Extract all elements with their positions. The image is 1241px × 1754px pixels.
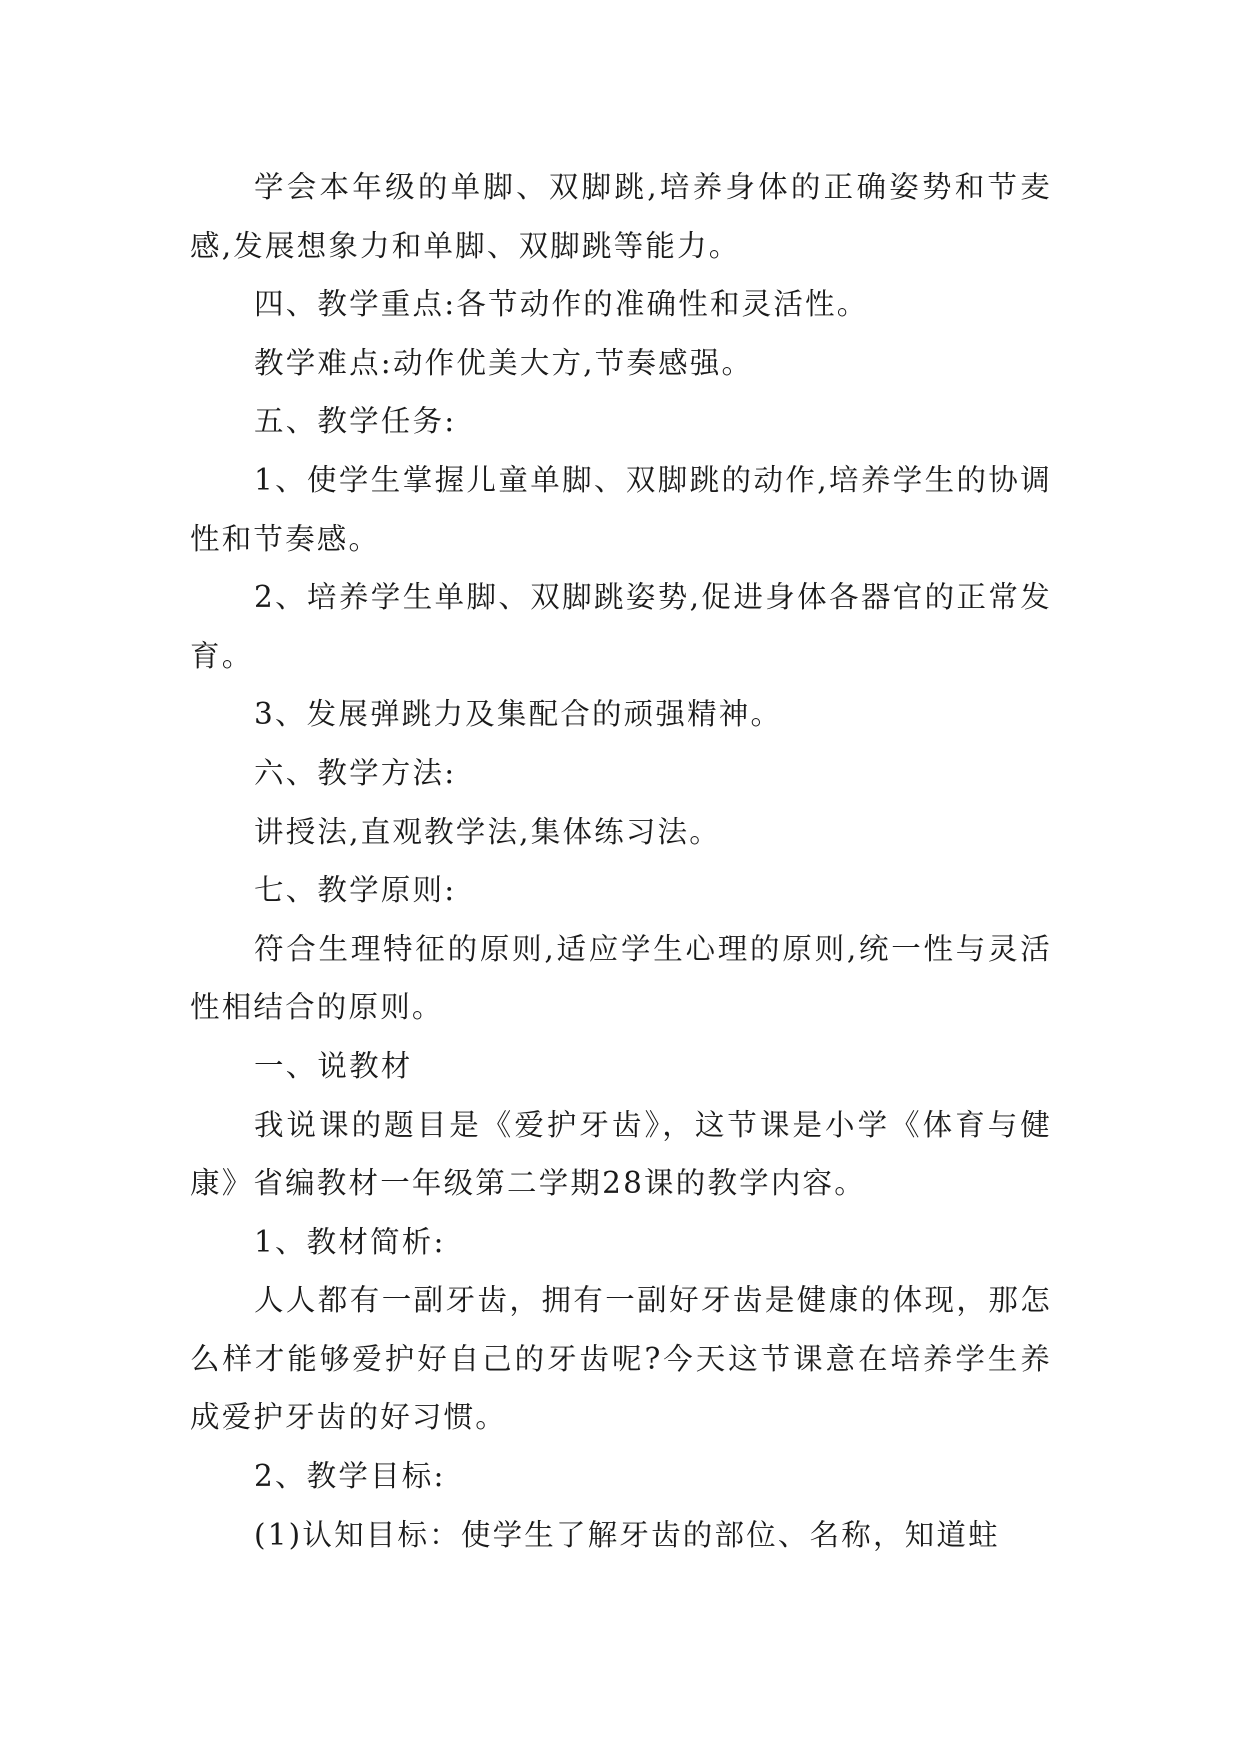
heading-teaching-goals: 2、教学目标: xyxy=(254,1459,446,1494)
paragraph-lesson-topic: 我说课的题目是《爱护牙齿》，这节课是小学《体育与健康》省编教材一年级第二学期28课的教学内容。 xyxy=(190,1107,1052,1201)
paragraph-teaching-focus: 四、教学重点:各节动作的准确性和灵活性。 xyxy=(254,287,869,322)
paragraph-skill-goal: 学会本年级的单脚、双脚跳,培养身体的正确姿势和节麦感,发展想象力和单脚、双脚跳等能力。 xyxy=(190,170,1052,263)
document-body xyxy=(190,158,1052,1564)
heading-teaching-principles: 七、教学原则: xyxy=(254,873,457,908)
paragraph-task-2: 2、培养学生单脚、双脚跳姿势,促进身体各器官的正常发育。 xyxy=(190,580,1052,673)
heading-textbook-analysis: 1、教材简析: xyxy=(254,1224,446,1259)
paragraph-cognitive-goal: (1)认知目标：使学生了解牙齿的部位、名称，知道蛀 xyxy=(254,1517,1000,1552)
paragraph-task-3: 3、发展弹跳力及集配合的顽强精神。 xyxy=(254,697,783,732)
paragraph-teaching-difficulty: 教学难点:动作优美大方,节奏感强。 xyxy=(254,345,754,380)
paragraph-task-1: 1、使学生掌握儿童单脚、双脚跳的动作,培养学生的协调性和节奏感。 xyxy=(190,462,1052,556)
heading-textbook: 一、说教材 xyxy=(254,1048,413,1083)
paragraph-textbook-analysis: 人人都有一副牙齿，拥有一副好牙齿是健康的体现，那怎么样才能够爱护好自己的牙齿呢?今天这节课意在培养学生养成爱护牙齿的好习惯。 xyxy=(190,1283,1052,1435)
paragraph-methods: 讲授法,直观教学法,集体练习法。 xyxy=(254,814,721,849)
heading-teaching-methods: 六、教学方法: xyxy=(254,755,457,790)
paragraph-principles: 符合生理特征的原则,适应学生心理的原则,统一性与灵活性相结合的原则。 xyxy=(190,931,1052,1025)
heading-teaching-tasks: 五、教学任务: xyxy=(254,404,457,439)
